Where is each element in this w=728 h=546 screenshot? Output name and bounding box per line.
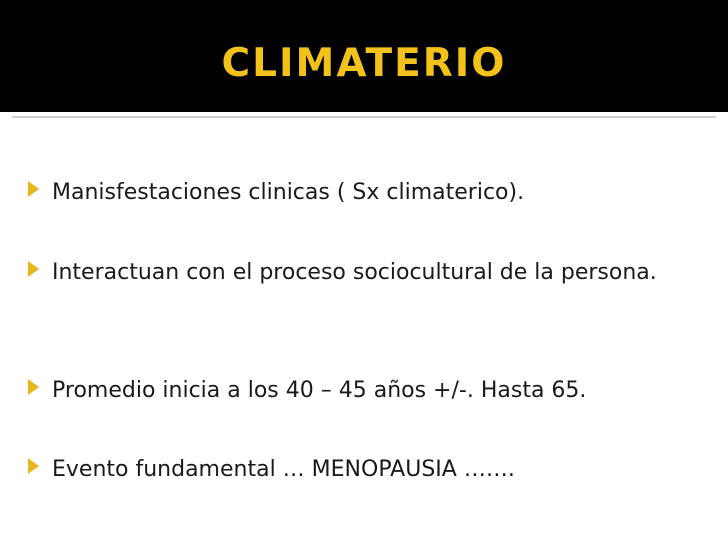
bullet-text: Evento fundamental … MENOPAUSIA …….: [52, 457, 515, 482]
bullet-text: Manisfestaciones clinicas ( Sx climaterico).: [52, 180, 525, 205]
slide-content: [0, 112, 728, 546]
title-bar: [0, 0, 728, 112]
bullet-triangle-icon: [28, 458, 39, 474]
bullet-text: Promedio inicia a los 40 – 45 años +/-. Hasta 65.: [52, 378, 587, 403]
bullet-triangle-icon: [28, 379, 39, 395]
bullet-text: Interactuan con el proceso sociocultural de la persona.: [52, 260, 657, 285]
bullet-triangle-icon: [28, 261, 39, 277]
slide-title: CLIMATERIO: [221, 41, 507, 86]
title-divider: [12, 116, 716, 118]
bullet-triangle-icon: [28, 181, 39, 197]
